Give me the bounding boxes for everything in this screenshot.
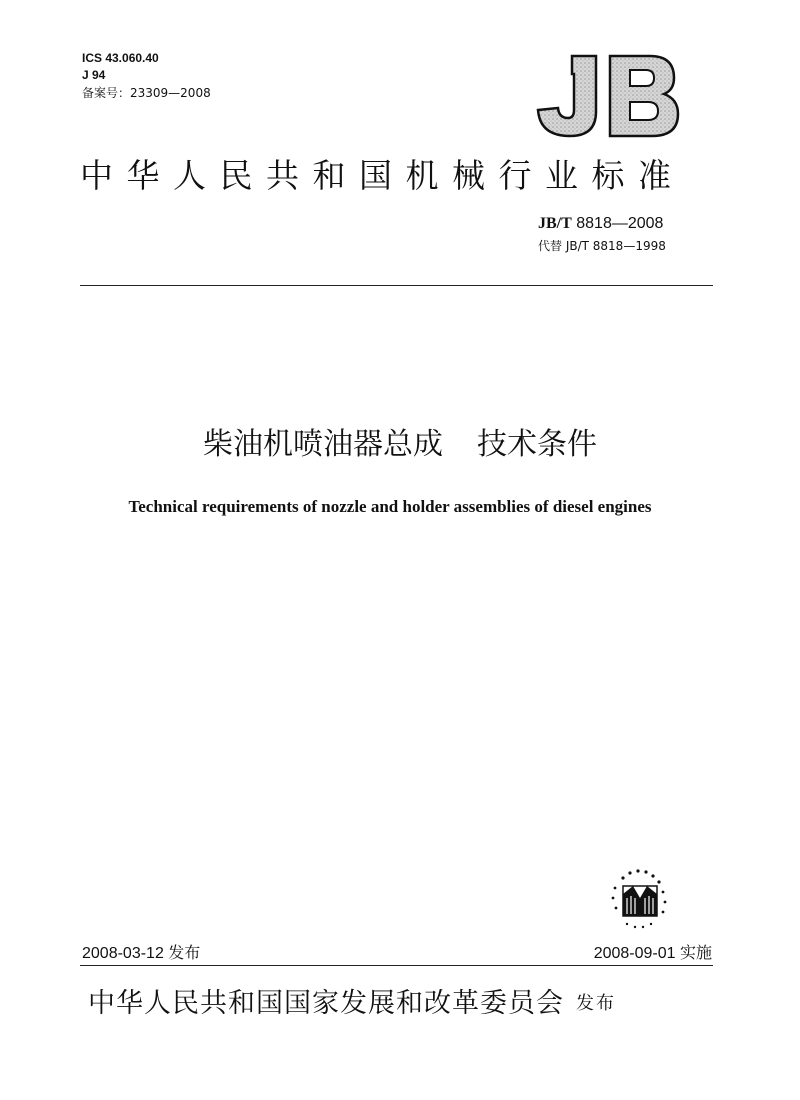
issue-date: 2008-03-12 发布 (82, 945, 201, 962)
top-divider (80, 285, 713, 286)
bottom-divider (80, 965, 713, 966)
standard-number (538, 214, 663, 234)
standard-number-rest: 8818—2008 (571, 215, 664, 232)
publisher-suffix: 发布 (576, 993, 616, 1014)
jb-logo (532, 50, 682, 142)
publisher (88, 984, 616, 1024)
document-title-cn (0, 423, 800, 467)
implementation-date: 2008-09-01 实施 (593, 945, 712, 962)
publisher-name: 中华人民共和国国家发展和改革委员会 (88, 988, 564, 1019)
standard-number-code: JB/T (538, 215, 572, 232)
title-cn-part2: 技术条件 (477, 427, 597, 462)
ics-code: ICS 43.060.40 (82, 51, 159, 65)
ccs-code: J 94 (82, 68, 106, 82)
publisher-seal-icon (603, 864, 675, 932)
industry-standard-title: 中华人民共和国机械行业标准 (80, 156, 685, 195)
title-cn-part1: 柴油机喷油器总成 (203, 427, 443, 462)
record-number: 备案号：23309—2008 (82, 86, 211, 100)
document-title-en: Technical requirements of nozzle and holder assemblies of diesel engines (128, 497, 652, 516)
replaces-standard: 代替 JB/T 8818—1998 (538, 239, 666, 253)
